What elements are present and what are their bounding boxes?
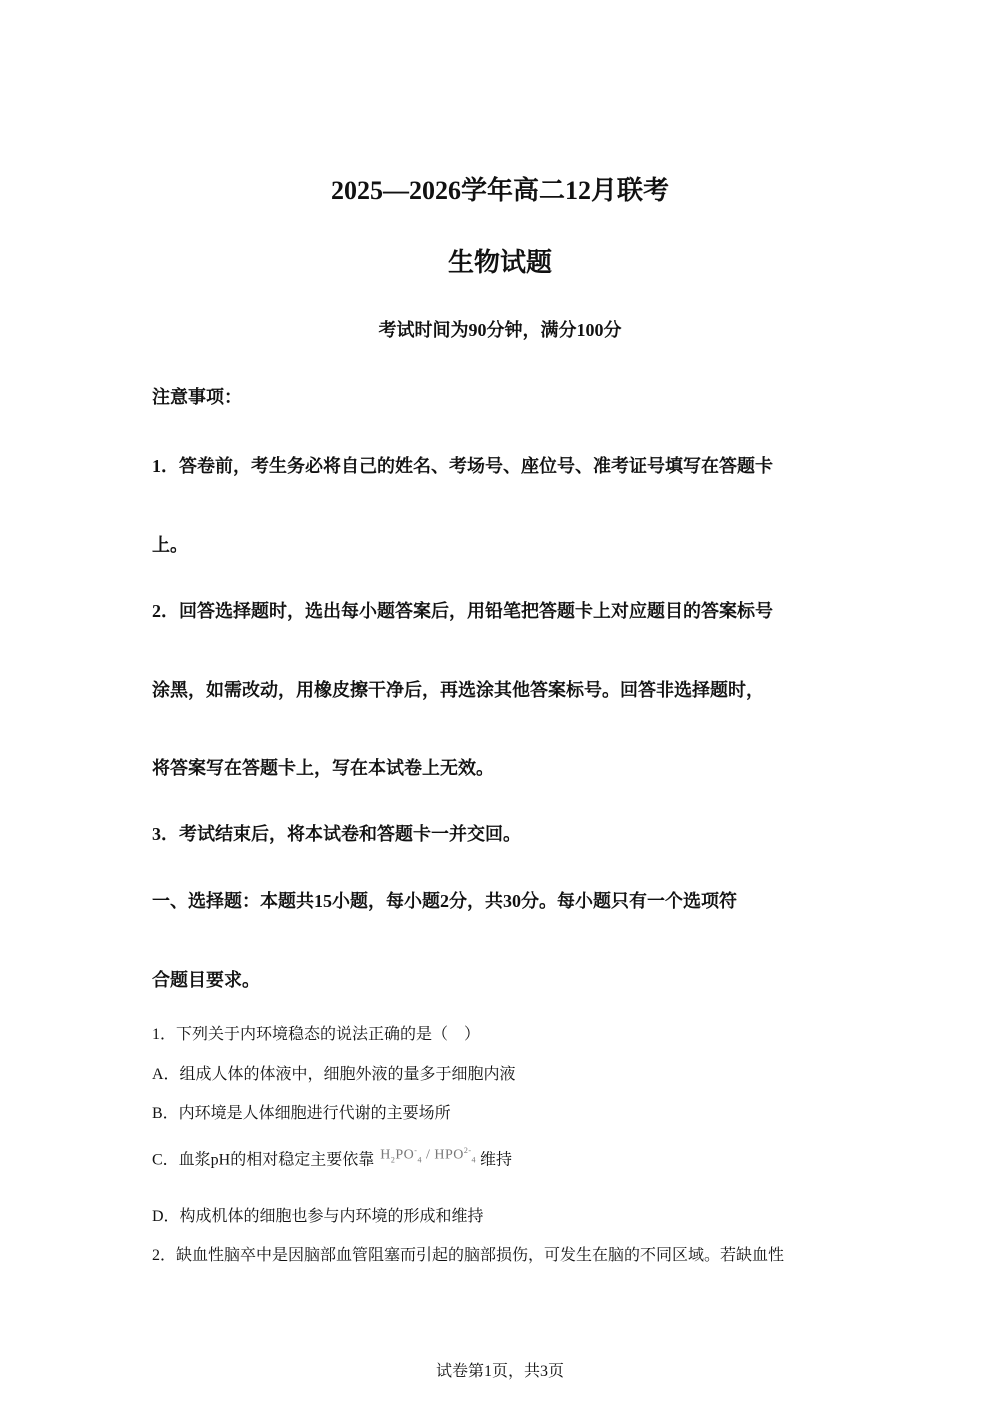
notes-heading: 注意事项： — [152, 387, 242, 407]
note-1-line-1: 1．答卷前，考生务必将自己的姓名、考场号、座位号、准考证号填写在答题卡 — [152, 456, 773, 476]
question-1-option-d: D．构成机体的细胞也参与内环境的形成和维持 — [152, 1208, 484, 1225]
question-1-option-a: A．组成人体的体液中，细胞外液的量多于细胞内液 — [152, 1066, 516, 1083]
exam-title: 2025—2026学年高二12月联考 — [330, 176, 669, 205]
option-c-prefix: C．血浆pH的相对稳定主要依靠 — [152, 1151, 375, 1169]
subject-title: 生物试题 — [447, 248, 552, 277]
question-1-option-b: B．内环境是人体细胞进行代谢的主要场所 — [152, 1105, 451, 1122]
note-2-line-3: 将答案写在答题卡上，写在本试卷上无效。 — [152, 758, 494, 778]
question-1-option-c — [152, 1146, 512, 1170]
section1-line-1: 一、选择题：本题共15小题，每小题2分，共30分。每小题只有一个选项符 — [152, 891, 737, 911]
exam-info: 考试时间为90分钟，满分100分 — [378, 320, 622, 340]
note-2-line-2: 涂黑，如需改动，用橡皮擦干净后，再选涂其他答案标号。回答非选择题时， — [152, 680, 764, 700]
section1-line-2: 合题目要求。 — [152, 970, 260, 990]
page-footer: 试卷第1页，共3页 — [435, 1363, 564, 1380]
note-1-line-2: 上。 — [152, 535, 188, 555]
note-3-line-1: 3．考试结束后，将本试卷和答题卡一并交回。 — [152, 824, 521, 844]
option-c-suffix: 维持 — [480, 1151, 513, 1169]
question-1-stem: 1．下列关于内环境稳态的说法正确的是（ ） — [152, 1026, 481, 1043]
note-2-line-1: 2．回答选择题时，选出每小题答案后，用铅笔把答题卡上对应题目的答案标号 — [152, 601, 773, 621]
question-2-stem: 2．缺血性脑卒中是因脑部血管阻塞而引起的脑部损伤，可发生在脑的不同区域。若缺血性 — [152, 1247, 785, 1264]
phosphate-buffer-formula: $H_2PO^-_4 / HPO^{2-}_4$ — [380, 1146, 477, 1165]
